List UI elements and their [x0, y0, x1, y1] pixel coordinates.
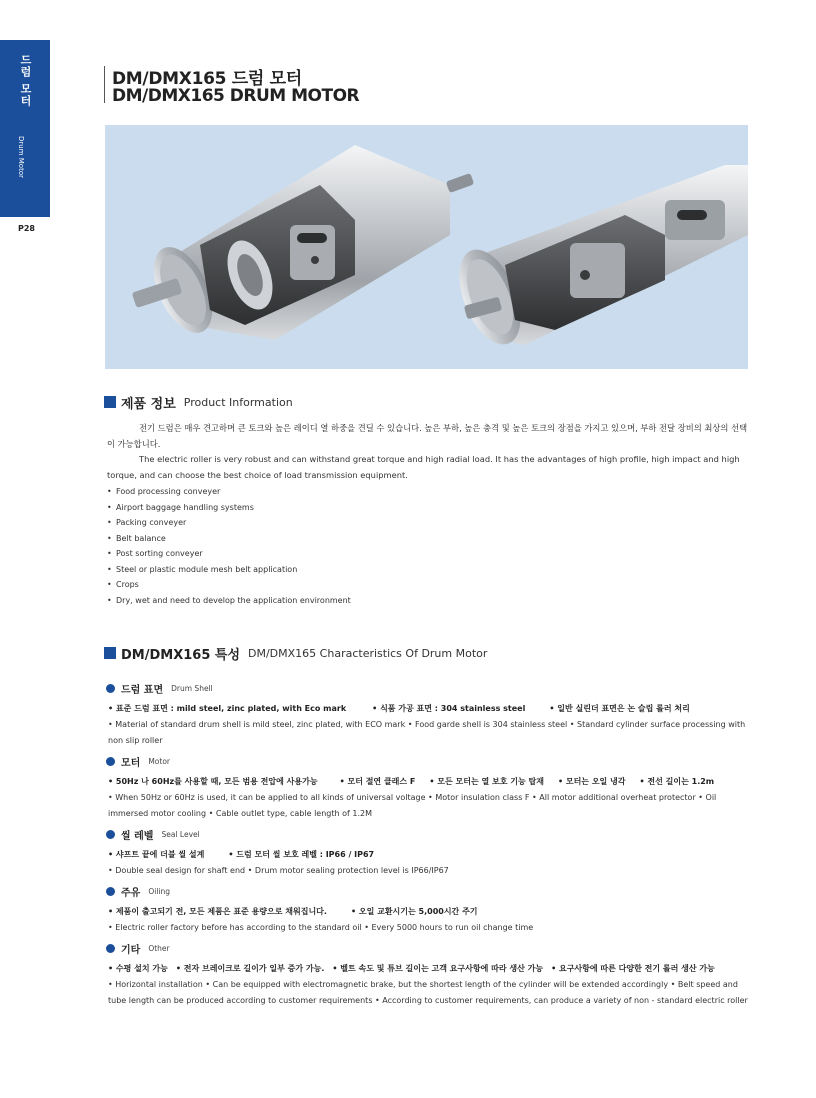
char-group-oiling: 주유 Oiling • 제품이 출고되기 전, 모든 제품은 표준 용량으로 채워집니다. • 오일 교환시기는 5,000시간 주기 • Electric roller factory before has according to the standard oil • Every 5000 hours to run oil change time — [106, 883, 751, 936]
sidebar-category-ko: 드럼 모터 — [19, 54, 32, 107]
application-list — [107, 484, 351, 608]
bullet-circle-icon — [106, 887, 115, 896]
sidebar-divider — [0, 215, 50, 217]
sidebar-category-tab — [0, 40, 50, 215]
page-title-ko: DM/DMX165 드럼 모터 — [112, 69, 302, 89]
list-item: • Airport baggage handling systems — [107, 502, 254, 512]
product-info-text-en: The electric roller is very robust and can withstand great torque and high radial load. It has the advantages of high profile, high impact and high torque, and can choose the best choice of load transmission equipment. — [107, 454, 740, 480]
char-en-text: • Electric roller factory before has according to the standard oil • Every 5000 hours to run oil change time — [108, 923, 534, 932]
char-ko-line: • 표준 드럼 표면 : mild steel, zinc plated, with Eco mark • 식품 가공 표면 : 304 stainless steel • 일반 실린더 표면은 논 슬립 롤러 처리 — [108, 704, 690, 713]
bullet-circle-icon — [106, 944, 115, 953]
char-en-text: • Material of standard drum shell is mild steel, zinc plated, with ECO mark • Food garde shell is 304 stainless steel • Standard cylinder surface processing with non slip roller — [108, 720, 746, 745]
char-ko-line: • 50Hz 나 60Hz를 사용할 때, 모든 범용 전압에 사용가능 • 모터 절연 클래스 F • 모든 모터는 열 보호 기능 탑재 • 모터는 오일 냉각 • 전선 길이는 1.2m — [108, 777, 715, 786]
characteristics-list — [106, 680, 751, 1013]
bullet-circle-icon — [106, 757, 115, 766]
bullet-circle-icon — [106, 684, 115, 693]
list-item: • Steel or plastic module mesh belt application — [107, 564, 298, 574]
title-accent-bar — [104, 66, 105, 103]
char-en-text: • When 50Hz or 60Hz is used, it can be applied to all kinds of universal voltage • Motor insulation class F • All motor additional overheat protector • Oil immersed motor cooling • Cable outlet type, cable length of 1.2M — [108, 793, 717, 818]
char-group-seal-level: 씰 레벨 Seal Level • 샤프트 끝에 더블 씰 설계 • 드럼 모터 씰 보호 레벨 : IP66 / IP67 • Double seal design for shaft end • Drum motor sealing protection level is IP66/IP67 — [106, 826, 751, 879]
drum-motor-illustration — [105, 125, 748, 369]
char-ko-line: • 제품이 출고되기 전, 모든 제품은 표준 용량으로 채워집니다. • 오일 교환시기는 5,000시간 주기 — [108, 907, 478, 916]
product-info-heading-en: Product Information — [183, 395, 293, 409]
page-number: P28 — [18, 224, 35, 233]
drum-motor-right — [447, 165, 748, 353]
list-item: • Dry, wet and need to develop the application environment — [107, 595, 351, 605]
drum-motor-left — [132, 145, 475, 342]
list-item: • Packing conveyer — [107, 518, 187, 527]
section-square-icon — [104, 396, 116, 408]
char-group-other: 기타 Other • 수평 설치 가능 • 전자 브레이크로 길이가 일부 증가 가능. • 벨트 속도 및 튜브 길이는 고객 요구사항에 따라 생산 가능 • 요구사항에 따른 다양한 전기 롤러 생산 가능 • Horizontal installation • Can be equipped with electromagnetic brake, but the shortest length of the cylinder will be extended accordingly • Belt speed and tube length can be produced according to customer requirements • According to customer requirements, can produce a variety of non - standard electric roller — [106, 940, 751, 1009]
page-title-en: DM/DMX165 DRUM MOTOR — [112, 86, 360, 106]
product-info-heading — [104, 394, 293, 410]
characteristics-heading-ko: DM/DMX165 특성 — [121, 647, 241, 663]
product-info-paragraph-en — [107, 451, 748, 483]
char-ko-line: • 수평 설치 가능 • 전자 브레이크로 길이가 일부 증가 가능. • 벨트 속도 및 튜브 길이는 고객 요구사항에 따라 생산 가능 • 요구사항에 따른 다양한 전기 롤러 생산 가능 — [108, 964, 715, 973]
list-item: • Belt balance — [107, 533, 166, 543]
characteristics-heading-en: DM/DMX165 Characteristics Of Drum Motor — [248, 646, 488, 660]
product-info-text-ko: 전기 드럼은 매우 견고하며 큰 토크와 높은 레이디 열 하중을 견딜 수 있습니다. 높은 부하, 높은 충격 및 높은 토크의 장점을 가지고 있으며, 부하 전달 장비의 최상의 선택이 가능합니다. — [107, 423, 748, 449]
list-item: • Food processing conveyer — [107, 487, 221, 496]
list-item: • Post sorting conveyer — [107, 549, 203, 558]
char-group-motor: 모터 Motor • 50Hz 나 60Hz를 사용할 때, 모든 범용 전압에 사용가능 • 모터 절연 클래스 F • 모든 모터는 열 보호 기능 탑재 • 모터는 오일 냉각 • 전선 길이는 1.2m • When 50Hz or 60Hz is used, it can be applied to all kinds of universal voltage • Motor insulation class F • All motor additional overheat protector • Oil immersed motor cooling • Cable outlet type, cable length of 1.2M — [106, 753, 751, 822]
product-photo — [105, 125, 748, 369]
char-ko-line: • 샤프트 끝에 더블 씰 설계 • 드럼 모터 씰 보호 레벨 : IP66 / IP67 — [108, 850, 375, 859]
product-info-paragraph-ko — [107, 420, 748, 452]
section-square-icon — [104, 647, 116, 659]
char-group-drum-shell: 드럼 표면 Drum Shell • 표준 드럼 표면 : mild steel, zinc plated, with Eco mark • 식품 가공 표면 : 304 stainless steel • 일반 실린더 표면은 논 슬립 롤러 처리 • Material of standard drum shell is mild steel, zinc plated, with ECO mark • Food garde shell is 304 stainless steel • Standard cylinder surface processing with non slip roller — [106, 680, 751, 749]
char-en-text: • Horizontal installation • Can be equipped with electromagnetic brake, but the shortest length of the cylinder will be extended accordingly • Belt speed and tube length can be produced according to customer requirements • According to customer requirements, can produce a variety of non - standard electric roller — [108, 980, 748, 1005]
char-en-text: • Double seal design for shaft end • Drum motor sealing protection level is IP66/IP67 — [108, 866, 449, 875]
product-info-heading-ko: 제품 정보 — [121, 396, 176, 412]
bullet-circle-icon — [106, 830, 115, 839]
sidebar-category-en: Drum Motor — [17, 136, 25, 178]
characteristics-heading — [104, 645, 487, 661]
list-item: • Crops — [107, 580, 139, 589]
